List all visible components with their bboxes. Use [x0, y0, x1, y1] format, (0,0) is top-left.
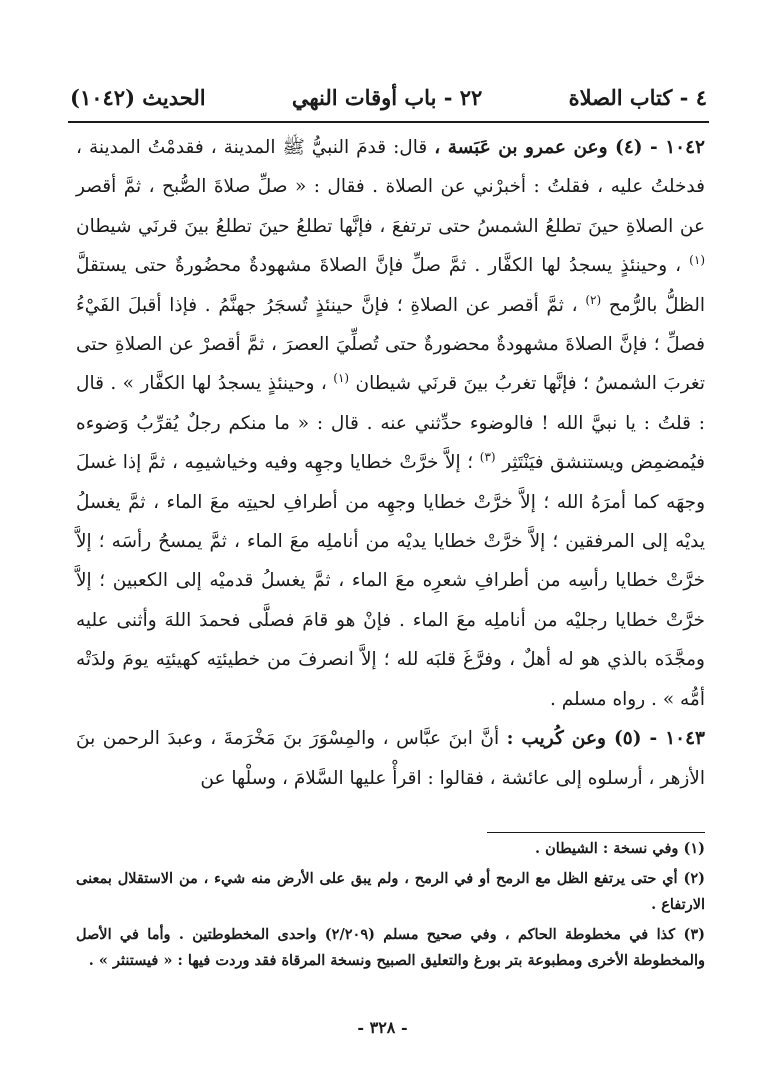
hadith-1042-text: قال: قدمَ النبيُّ ﷺ المدينة ، فقدمْتُ المدينة ، فدخلتُ عليه ، فقلتُ : أخبرْني عن الصلاة . فقال : « صلِّ صلاةَ الصُّبح ، ثمَّ أقصر عن الصلاةِ حينَ تطلعُ الشمسُ حتى ترتفعَ ، فإنَّها تطلعُ حينَ تطلعُ بينَ قرنَي شيطان [76, 137, 705, 237]
hadith-1042-text-5: ؛ إلاَّ خرَّتْ خطايا وجهِه وفيه وخياشيمِه ، ثمَّ إذا غسلَ وجهَه كما أمرَهُ الله ؛ إلاَّ خرَّتْ خطايا وجهِه من أطرافِ لحيتِه معَ الماء ، ثمَّ يغسلُ يديْه إلى المرفقين ؛ إلاَّ خرَّتْ خطايا يديْه من أناملِه معَ الماء ، ثمَّ يمسحُ رأسَه ؛ إلاَّ خرَّتْ خطايا رأسِه من أطرافِ شعرِه معَ الماء ، ثمَّ يغسلُ قدميْه إلى الكعبين ؛ إلاَّ خرَّتْ خطايا رجليْه من أناملِه معَ الماء . فإنْ هو قامَ فصلَّى فحمدَ اللهَ وأثنى عليه ومجَّدَه بالذي هو له أهلٌ ، وفرَّغَ قلبَه لله ؛ إلاَّ انصرفَ من خطيئتِه كهيئتِه يومَ ولدَتْه أمُّه » . رواه مسلم . [76, 452, 705, 710]
footnote-1: (١) وفي نسخة : الشيطان . [534, 840, 705, 857]
running-header [70, 80, 707, 114]
hadith-1043 [76, 719, 705, 798]
hadith-1042-text-2: ، وحينئذٍ يسجدُ لها الكفَّار . ثمَّ صلِّ فإنَّ الصلاةَ مشهودةٌ محضُورةٌ حتى يستقلَّ الظلُّ بالرُّمح [76, 255, 706, 316]
section-title: ٢٢ - باب أوقات النهي [291, 84, 483, 110]
footnotes [76, 836, 705, 978]
hadith-1042-lead: ١٠٤٢ - (٤) وعن عمرو بن عَبَسة ، [434, 137, 705, 158]
chapter-title: ٤ - كتاب الصلاة [568, 84, 707, 110]
footnote-ref: (١) [689, 253, 705, 268]
hadith-range: الحديث (١٠٤٢) [70, 84, 206, 110]
hadith-1043-text: أنَّ ابنَ عبَّاس ، والمِسْوَرَ بنَ مَخْرَمةَ ، وعبدَ الرحمن بنَ الأزهر ، أرسلوه إلى عائشة ، فقالوا : اقرأْ عليها السَّلامَ ، وسلْها عن [76, 728, 705, 789]
footnote-ref: (٣) [479, 450, 496, 465]
footnote-ref: (٢) [585, 292, 602, 307]
hadith-1042 [76, 128, 705, 719]
main-text [76, 128, 705, 798]
footnote-2: (٢) أي حتى يرتفع الظل مع الرمح أو في الرمح ، ولم يبق على الأرض منه شيء ، من الاستقلال بمعنى الارتفاع . [76, 870, 705, 913]
header-rule [68, 121, 709, 123]
page-number: - ٣٢٨ - [357, 1018, 408, 1037]
footnote-rule [487, 832, 705, 833]
hadith-1042-text-3: ، ثمَّ أقصر عن الصلاةِ ؛ فإنَّ حينئذٍ تُسجَرُ جهنَّمُ . فإذا أقبلَ الفَيْءُ فصلِّ ؛ فإنَّ الصلاةَ مشهودةٌ محضورةٌ حتى تُصلِّيَ العصرَ ، ثمَّ أقصرْ عن الصلاةِ حتى تغربَ الشمسُ ؛ فإنَّها تغربُ بينَ قرنَي شيطان [76, 294, 705, 395]
hadith-1043-lead: ١٠٤٣ - (٥) وعن كُريب : [506, 728, 705, 750]
footnote-ref: (١) [333, 371, 350, 386]
footnote-3: (٣) كذا في مخطوطة الحاكم ، وفي صحيح مسلم (٢/٢٠٩) واحدى المخطوطتين . وأما في الأصل والمخطوطة الأخرى ومطبوعة بتر بورغ والتعليق الصبيح ونسخة المرقاة فقد وردت فيها : « فيستنثر » . [76, 926, 706, 969]
hadith-1042-text-4: ، وحينئذٍ يسجدُ لها الكفَّار » . قال : قلتُ : يا نبيَّ الله ! فالوضوء حدِّثني عنه . قال : « ما منكم رجلٌ يُقرِّبُ وَضوءه فيُمضمِض ويستنشق فيَنْتَثِر [76, 373, 705, 474]
